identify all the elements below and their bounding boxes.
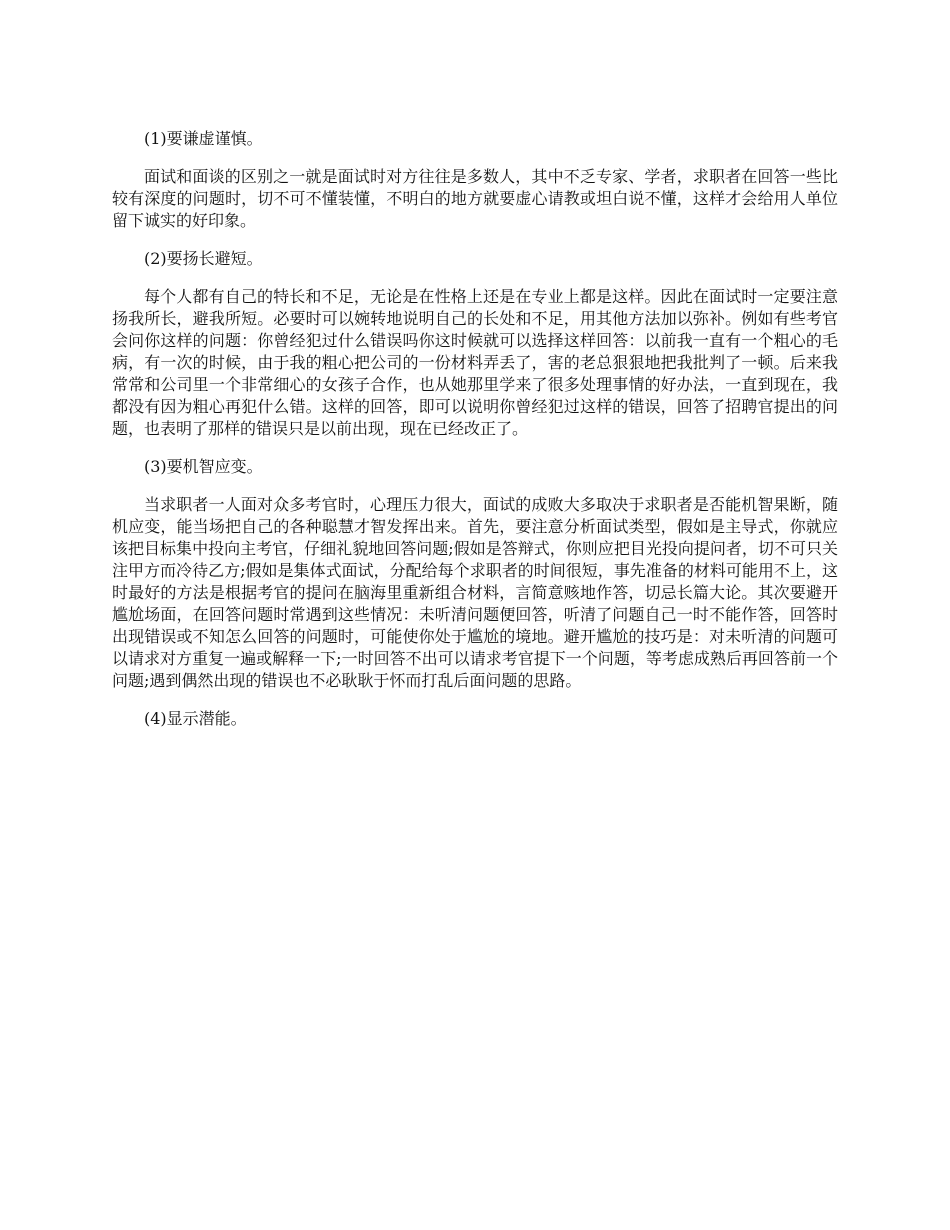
section-heading-2: (2)要扬长避短。 [144, 249, 263, 268]
section-paragraph-1: 面试和面谈的区别之一就是面试时对方往往是多数人，其中不乏专家、学者，求职者在回答一些比较有深度的问题时，切不可不懂装懂，不明白的地方就要虚心请教或坦白说不懂，这样才会给用人单位留下诚实的好印象。 [112, 167, 838, 230]
section-heading-4: (4)显示潜能。 [144, 709, 247, 728]
section-paragraph-2: 每个人都有自己的特长和不足，无论是在性格上还是在专业上都是这样。因此在面试时一定要注意扬我所长，避我所短。必要时可以婉转地说明自己的长处和不足，用其他方法加以弥补。例如有些考官会问你这样的问题：你曾经犯过什么错误吗你这时候就可以选择这样回答：以前我一直有一个粗心的毛病，有一次的时候，由于我的粗心把公司的一份材料弄丢了，害的老总狠狠地把我批判了一顿。后来我常常和公司里一个非常细心的女孩子合作，也从她那里学来了很多处理事情的好办法，一直到现在，我都没有因为粗心再犯什么错。这样的回答，即可以说明你曾经犯过这样的错误，回答了招聘官提出的问题，也表明了那样的错误只是以前出现，现在已经改正了。 [112, 287, 838, 438]
section-paragraph-3: 当求职者一人面对众多考官时，心理压力很大，面试的成败大多取决于求职者是否能机智果断，随机应变，能当场把自己的各种聪慧才智发挥出来。首先，要注意分析面试类型，假如是主导式，你就应该把目标集中投向主考官，仔细礼貌地回答问题;假如是答辩式，你则应把目光投向提问者，切不可只关注甲方而冷待乙方;假如是集体式面试，分配给每个求职者的时间很短，事先准备的材料可能用不上，这时最好的方法是根据考官的提问在脑海里重新组合材料，言简意赅地作答，切忌长篇大论。其次要避开尴尬场面，在回答问题时常遇到这些情况：未听清问题便回答，听清了问题自己一时不能作答，回答时出现错误或不知怎么回答的问题时，可能使你处于尴尬的境地。避开尴尬的技巧是：对未听清的问题可以请求对方重复一遍或解释一下;一时回答不出可以请求考官提下一个问题，等考虑成熟后再回答前一个问题;遇到偶然出现的错误也不必耿耿于怀而打乱后面问题的思路。 [112, 495, 838, 690]
section-heading-1: (1)要谦虚谨慎。 [144, 129, 263, 148]
section-heading-3: (3)要机智应变。 [144, 457, 263, 476]
document-body [112, 128, 838, 746]
